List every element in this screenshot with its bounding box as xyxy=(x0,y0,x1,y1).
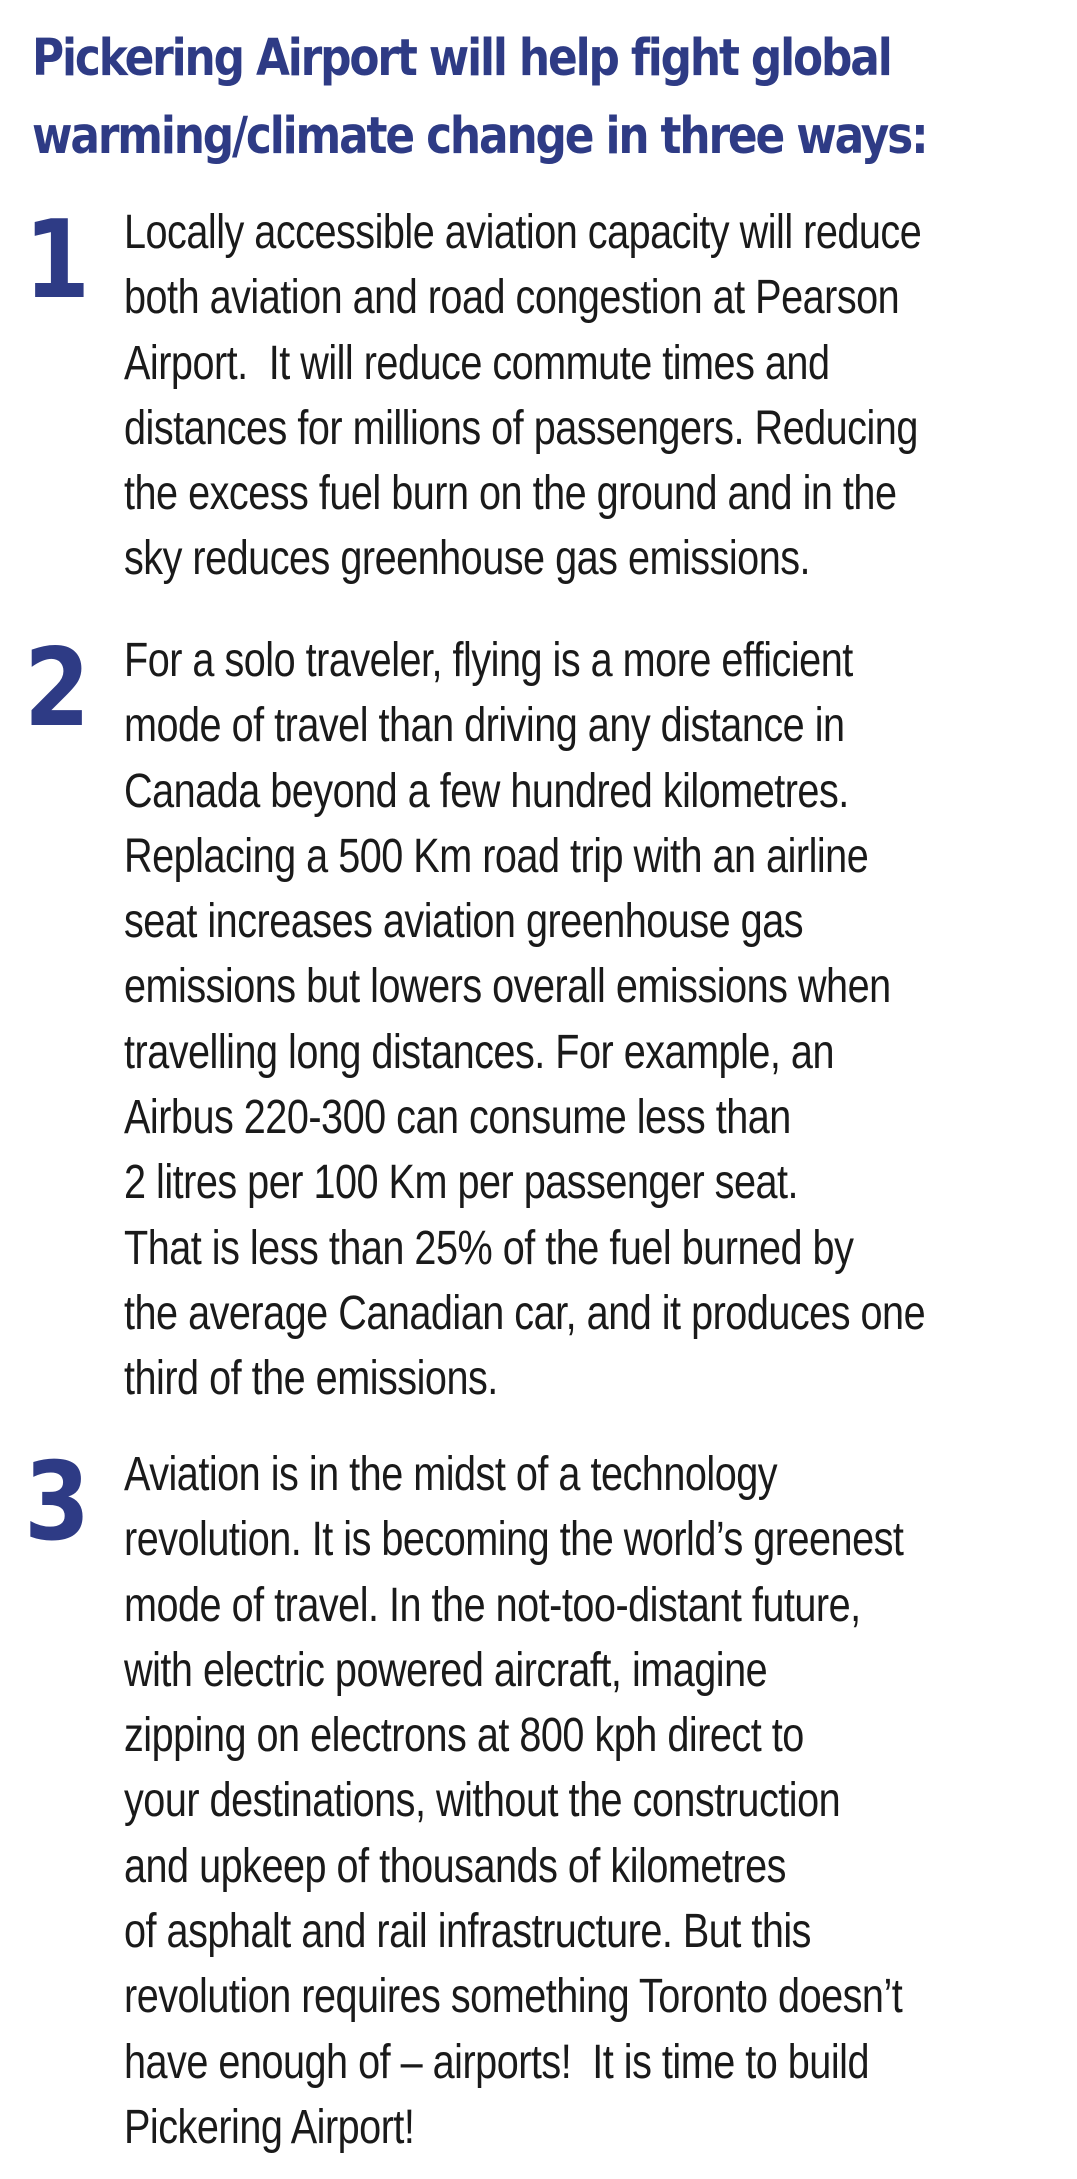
point-paragraph xyxy=(124,628,1056,1412)
point-paragraph xyxy=(124,200,1056,592)
point-number: 2 xyxy=(24,626,91,751)
paragraph-line: have enough of – airports! It is time to build xyxy=(124,2035,869,2089)
paragraph-line: distances for millions of passengers. Reducing xyxy=(124,401,918,455)
point-number: 1 xyxy=(24,198,91,323)
point-paragraph xyxy=(124,1442,1056,2160)
paragraph-line: 2 litres per 100 Km per passenger seat. xyxy=(124,1156,799,1210)
page-heading xyxy=(32,20,927,176)
paragraph-line: emissions but lowers overall emissions when xyxy=(124,960,891,1014)
paragraph-line: For a solo traveler, flying is a more efficient xyxy=(124,634,853,687)
paragraph-line: your destinations, without the construction xyxy=(124,1774,841,1828)
paragraph-line: Canada beyond a few hundred kilometres. xyxy=(124,764,849,818)
paragraph-line: the excess fuel burn on the ground and in the xyxy=(124,467,897,521)
paragraph-line: Aviation is in the midst of a technology xyxy=(124,1448,778,1501)
paragraph-line: the average Canadian car, and it produces one xyxy=(124,1286,926,1340)
paragraph-line: of asphalt and rail infrastructure. But this xyxy=(124,1905,811,1959)
paragraph-line: Airport. It will reduce commute times and xyxy=(124,336,830,390)
paragraph-line: Pickering Airport! xyxy=(124,2100,415,2154)
paragraph-line: sky reduces greenhouse gas emissions. xyxy=(124,532,811,586)
paragraph-line: Locally accessible aviation capacity will reduce xyxy=(124,206,922,259)
paragraph-line: zipping on electrons at 800 kph direct to xyxy=(124,1709,804,1763)
heading-line: warming/climate change in three ways: xyxy=(32,107,927,166)
paragraph-line: revolution requires something Toronto doesn’t xyxy=(124,1970,903,2024)
paragraph-line: seat increases aviation greenhouse gas xyxy=(124,895,804,949)
point-number: 3 xyxy=(24,1440,91,1565)
paragraph-line: Airbus 220-300 can consume less than xyxy=(124,1091,791,1145)
paragraph-line: and upkeep of thousands of kilometres xyxy=(124,1839,786,1893)
paragraph-line: both aviation and road congestion at Pearson xyxy=(124,271,900,325)
paragraph-line: travelling long distances. For example, an xyxy=(124,1025,835,1079)
paragraph-line: revolution. It is becoming the world’s greenest xyxy=(124,1513,904,1567)
paragraph-line: That is less than 25% of the fuel burned by xyxy=(124,1221,854,1275)
paragraph-line: Replacing a 500 Km road trip with an airline xyxy=(124,829,869,883)
paragraph-line: with electric powered aircraft, imagine xyxy=(124,1643,768,1697)
heading-line: Pickering Airport will help fight global xyxy=(32,29,891,88)
paragraph-line: mode of travel. In the not-too-distant future, xyxy=(124,1578,861,1632)
paragraph-line: third of the emissions. xyxy=(124,1352,498,1406)
paragraph-line: mode of travel than driving any distance in xyxy=(124,699,845,753)
